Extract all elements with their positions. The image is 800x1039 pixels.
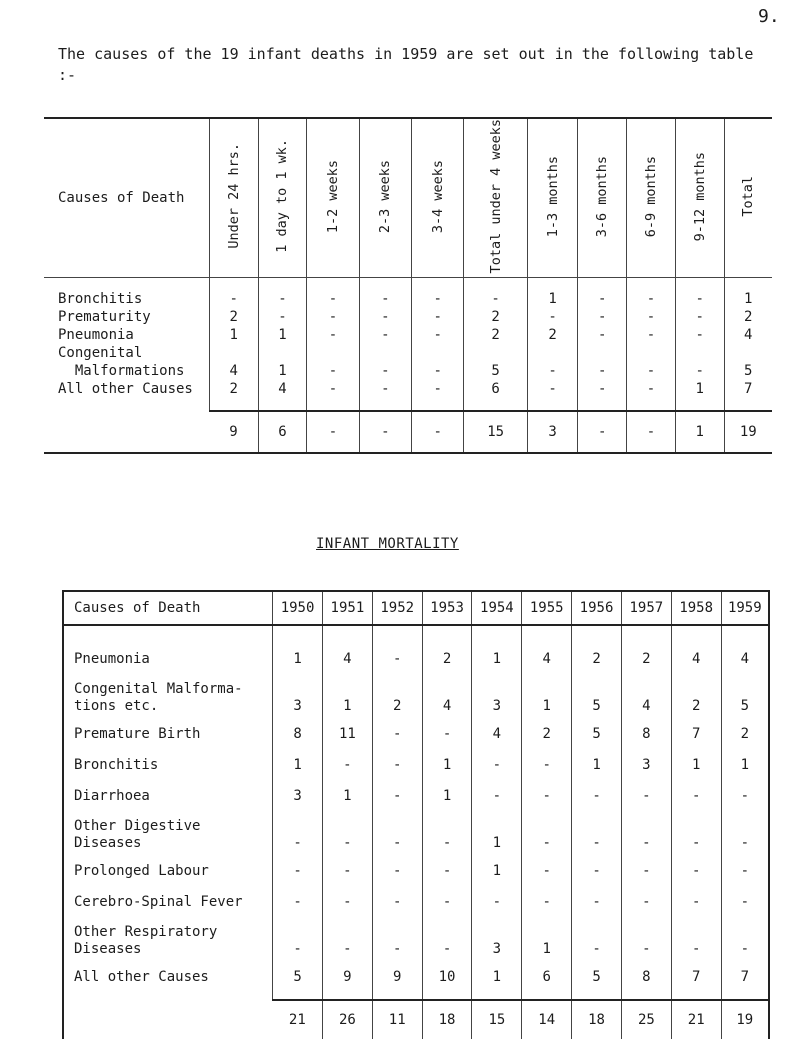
- table-body-row: [63, 625, 769, 1000]
- table-cell: 1: [278, 363, 287, 380]
- table-cell: 3: [293, 788, 302, 804]
- table-cell: -: [695, 327, 704, 344]
- table-cell: 2: [442, 651, 452, 667]
- table-cell: 1: [278, 327, 287, 344]
- table-cell: -: [328, 309, 338, 326]
- column-values: [528, 278, 578, 410]
- table-cell: -: [592, 894, 601, 910]
- table-cell: 1: [691, 757, 701, 773]
- table-cell: 3: [293, 698, 302, 714]
- table-cell: 2: [548, 327, 557, 344]
- column-header-year: 1958: [671, 591, 721, 625]
- table-cell: 4: [229, 363, 238, 380]
- year-column: [472, 625, 522, 1000]
- table-header-row: [44, 118, 772, 278]
- infant-mortality-table: [62, 590, 770, 1039]
- table-cell: -: [328, 363, 338, 380]
- column-values: [423, 626, 472, 999]
- table-cell: -: [381, 381, 390, 398]
- column-values: [273, 626, 322, 999]
- total-cell: 21: [671, 1000, 721, 1039]
- table-cell: -: [442, 863, 452, 879]
- table-cell: [578, 344, 626, 362]
- row-label: Other Respiratory Diseases: [74, 924, 218, 957]
- column-header: [724, 118, 772, 278]
- total-cell: -: [412, 411, 464, 453]
- table-cell: 4: [691, 651, 701, 667]
- table-cell: [360, 344, 411, 362]
- table-cell: -: [381, 309, 390, 326]
- table-cell: -: [740, 941, 750, 957]
- table-cell: -: [393, 863, 402, 879]
- column-header-year: 1957: [621, 591, 671, 625]
- table-cell: -: [293, 863, 302, 879]
- table-cell: 1: [492, 651, 502, 667]
- cause-labels: [58, 278, 209, 410]
- total-cell: 9: [209, 411, 258, 453]
- table-cell: -: [393, 651, 402, 667]
- column-header-year: 1959: [721, 591, 769, 625]
- table-cell: -: [343, 863, 352, 879]
- total-cell: 11: [372, 1000, 422, 1039]
- table-cell: -: [646, 309, 656, 326]
- table-cell: -: [393, 726, 402, 742]
- table-cell: -: [393, 941, 402, 957]
- table-cell: -: [278, 291, 287, 308]
- table-cell: [627, 344, 675, 362]
- column-values: [360, 278, 411, 410]
- table-cell: 2: [229, 309, 238, 326]
- table-cell: 1: [744, 291, 753, 308]
- row-label: Other Digestive Diseases: [74, 818, 201, 851]
- table-cell: 4: [740, 651, 750, 667]
- column-header-label: 1-3 months: [544, 155, 561, 237]
- table-cell: -: [597, 381, 607, 398]
- table-cell: [676, 344, 724, 362]
- table-cell: -: [740, 835, 750, 851]
- year-column: [621, 625, 671, 1000]
- table-cell: -: [542, 788, 551, 804]
- table-cell: -: [691, 941, 701, 957]
- table-cell: [528, 344, 578, 362]
- table-cell: -: [542, 894, 551, 910]
- table-cell: 2: [491, 309, 500, 326]
- table-cell: 5: [592, 698, 601, 714]
- row-label: Cerebro-Spinal Fever: [74, 894, 243, 910]
- table-cell: [725, 344, 772, 362]
- row-label: All other Causes: [74, 969, 209, 985]
- table-cell: -: [229, 291, 238, 308]
- total-cell: 25: [621, 1000, 671, 1039]
- table-cell: 6: [491, 381, 500, 398]
- table-cell: 5: [592, 969, 601, 985]
- intro-paragraph: The causes of the 19 infant deaths in 1959 are set out in the following table :-: [58, 45, 754, 84]
- column-values: [522, 626, 571, 999]
- table-cell: 1: [293, 757, 302, 773]
- total-cell: 18: [422, 1000, 472, 1039]
- table-cell: -: [442, 894, 452, 910]
- page-number: 9.: [758, 6, 780, 27]
- row-label: Diarrhoea: [74, 788, 150, 804]
- table-cell: 1: [492, 863, 502, 879]
- table-cell: -: [542, 835, 551, 851]
- column-header-label: 6-9 months: [642, 155, 659, 237]
- table-cell: -: [597, 363, 607, 380]
- table-cell: -: [592, 835, 601, 851]
- table-cell: -: [433, 291, 442, 308]
- table-cell: -: [293, 835, 302, 851]
- table-cell: [259, 344, 307, 362]
- table-cell: [464, 344, 526, 362]
- table-cell: 1: [542, 941, 551, 957]
- table-cell: 10: [438, 969, 456, 985]
- column-header-label: 3-6 months: [594, 155, 611, 237]
- table-cell: 1: [293, 651, 302, 667]
- table-cell: -: [343, 835, 352, 851]
- total-cell: 26: [322, 1000, 372, 1039]
- table-cell: 7: [740, 969, 750, 985]
- total-cell: 18: [572, 1000, 622, 1039]
- year-column: [273, 625, 323, 1000]
- year-column: [372, 625, 422, 1000]
- table-cell: -: [381, 327, 390, 344]
- total-cell: -: [578, 411, 627, 453]
- column-values: [307, 278, 358, 410]
- total-cell: 19: [721, 1000, 769, 1039]
- row-label: Prolonged Labour: [74, 863, 209, 879]
- row-label: Pneumonia: [58, 327, 134, 344]
- table-cell: -: [492, 788, 502, 804]
- column-header: [412, 118, 464, 278]
- table-cell: -: [393, 835, 402, 851]
- table-cell: 2: [691, 698, 701, 714]
- table-cell: 6: [542, 969, 551, 985]
- table-cell: -: [442, 941, 452, 957]
- table-cell: 1: [442, 757, 452, 773]
- table-cell: 2: [542, 726, 551, 742]
- column-header-label: Total: [740, 175, 757, 217]
- table-cell: 7: [744, 381, 753, 398]
- table-cell: -: [646, 291, 656, 308]
- column-header: [307, 118, 359, 278]
- table-cell: -: [433, 381, 442, 398]
- table-cell: -: [642, 863, 651, 879]
- table-cell: 2: [229, 381, 238, 398]
- table-cell: -: [328, 291, 338, 308]
- table-cell: 4: [492, 726, 502, 742]
- column-values: [725, 278, 772, 410]
- column-header: [578, 118, 627, 278]
- table-cell: 1: [548, 291, 557, 308]
- table-cell: 1: [492, 835, 502, 851]
- totals-row: [63, 1000, 769, 1039]
- column-header-label: 3-4 weeks: [429, 159, 446, 233]
- table-cell: -: [328, 327, 338, 344]
- table-cell: 2: [393, 698, 402, 714]
- table-cell: -: [740, 863, 750, 879]
- column-values: [722, 626, 768, 999]
- total-cell: 14: [522, 1000, 572, 1039]
- table-cell: 4: [642, 698, 651, 714]
- column-header: [464, 118, 527, 278]
- column-values: [412, 278, 463, 410]
- table-header-row: [63, 591, 769, 625]
- table-cell: -: [491, 291, 500, 308]
- table-cell: 3: [642, 757, 651, 773]
- table-cell: 4: [744, 327, 753, 344]
- table-cell: -: [548, 381, 557, 398]
- table-cell: 4: [442, 698, 452, 714]
- table-cell: -: [343, 941, 352, 957]
- total-cell: 6: [258, 411, 307, 453]
- table-cell: 3: [492, 698, 502, 714]
- column-values: [622, 626, 671, 999]
- table-cell: 3: [492, 941, 502, 957]
- row-label: Prematurity: [58, 309, 151, 326]
- table-cell: 1: [592, 757, 601, 773]
- table-cell: 8: [642, 969, 651, 985]
- row-label: Congenital: [58, 345, 143, 362]
- table-cell: -: [691, 863, 701, 879]
- total-cell: 15: [464, 411, 527, 453]
- column-header: [209, 118, 258, 278]
- table-cell: 1: [695, 381, 704, 398]
- total-cell: 21: [273, 1000, 323, 1039]
- column-values: [672, 626, 721, 999]
- table-cell: -: [740, 894, 750, 910]
- table-cell: -: [642, 788, 651, 804]
- table-cell: -: [597, 327, 607, 344]
- table-cell: 5: [491, 363, 500, 380]
- table-cell: -: [695, 291, 704, 308]
- table-cell: 1: [442, 788, 452, 804]
- infant-deaths-age-table: [44, 117, 772, 454]
- table-cell: -: [695, 309, 704, 326]
- table-cell: -: [646, 381, 656, 398]
- table-cell: -: [433, 363, 442, 380]
- total-cell: -: [307, 411, 359, 453]
- table-cell: -: [740, 788, 750, 804]
- column-values: [323, 626, 372, 999]
- table-cell: 2: [592, 651, 601, 667]
- cause-labels: [74, 626, 272, 999]
- table-cell: 1: [343, 788, 352, 804]
- table-cell: -: [328, 381, 338, 398]
- table-cell: -: [393, 788, 402, 804]
- row-label: Premature Birth: [74, 726, 201, 742]
- table-cell: 7: [691, 726, 701, 742]
- column-header-label: 2-3 weeks: [377, 159, 394, 233]
- column-header-label: Under 24 hrs.: [225, 143, 242, 250]
- column-header-year: 1950: [273, 591, 323, 625]
- table-cell: -: [442, 835, 452, 851]
- year-column: [522, 625, 572, 1000]
- table-cell: -: [393, 894, 402, 910]
- column-values: [259, 278, 307, 410]
- year-column: [671, 625, 721, 1000]
- table-cell: 4: [343, 651, 352, 667]
- column-header-year: 1956: [572, 591, 622, 625]
- table-cell: 1: [343, 698, 352, 714]
- total-cell: 1: [675, 411, 724, 453]
- table-cell: 5: [293, 969, 302, 985]
- year-column: [572, 625, 622, 1000]
- table-cell: -: [433, 327, 442, 344]
- column-header-year: 1951: [322, 591, 372, 625]
- table-cell: 11: [338, 726, 356, 742]
- table-cell: [307, 344, 358, 362]
- column-header-year: 1953: [422, 591, 472, 625]
- table-cell: -: [597, 291, 607, 308]
- table-cell: -: [646, 327, 656, 344]
- table-cell: -: [381, 291, 390, 308]
- table-cell: 4: [542, 651, 551, 667]
- table-cell: [412, 344, 463, 362]
- table-cell: 2: [491, 327, 500, 344]
- column-header-year: 1954: [472, 591, 522, 625]
- column-values: [627, 278, 675, 410]
- totals-row: [44, 411, 772, 453]
- table-cell: -: [278, 309, 287, 326]
- table-cell: 5: [592, 726, 601, 742]
- table-cell: -: [393, 757, 402, 773]
- row-label: Bronchitis: [58, 291, 143, 308]
- row-label: Congenital Malforma- tions etc.: [74, 681, 243, 714]
- table-cell: -: [642, 894, 651, 910]
- table-cell: -: [592, 863, 601, 879]
- column-values: [472, 626, 521, 999]
- table-cell: 1: [740, 757, 750, 773]
- column-values: [676, 278, 724, 410]
- table-cell: 2: [744, 309, 753, 326]
- table-cell: 2: [740, 726, 750, 742]
- table-cell: 8: [642, 726, 651, 742]
- column-header: [359, 118, 411, 278]
- total-cell: 15: [472, 1000, 522, 1039]
- total-cell: 19: [724, 411, 772, 453]
- total-cell: -: [359, 411, 411, 453]
- table-cell: -: [695, 363, 704, 380]
- column-header-label: 1-2 weeks: [325, 159, 342, 233]
- infant-mortality-title: INFANT MORTALITY: [316, 536, 459, 552]
- column-header-cause: Causes of Death: [44, 118, 209, 278]
- table-cell: -: [492, 757, 502, 773]
- table-cell: 9: [343, 969, 352, 985]
- table-cell: 2: [642, 651, 651, 667]
- table-cell: -: [343, 757, 352, 773]
- table-cell: 1: [542, 698, 551, 714]
- year-column: [721, 625, 769, 1000]
- column-header-label: 1 day to 1 wk.: [274, 139, 291, 254]
- table-cell: -: [691, 788, 701, 804]
- table-cell: -: [542, 757, 551, 773]
- row-label: Pneumonia: [74, 651, 150, 667]
- column-header: [675, 118, 724, 278]
- column-values: [572, 626, 621, 999]
- table-cell: -: [542, 863, 551, 879]
- table-cell: -: [642, 941, 651, 957]
- column-header-year: 1952: [372, 591, 422, 625]
- table-cell: -: [548, 363, 557, 380]
- table-cell: 1: [229, 327, 238, 344]
- column-header-label: 9-12 months: [691, 151, 708, 241]
- table-cell: -: [548, 309, 557, 326]
- column-values: [578, 278, 626, 410]
- table-cell: -: [646, 363, 656, 380]
- column-values: [464, 278, 526, 410]
- column-header: [527, 118, 578, 278]
- row-label: Malformations: [58, 363, 185, 380]
- table-cell: -: [433, 309, 442, 326]
- year-column: [422, 625, 472, 1000]
- table-cell: 5: [740, 698, 750, 714]
- table-cell: 4: [278, 381, 287, 398]
- table-cell: 8: [293, 726, 302, 742]
- year-column: [322, 625, 372, 1000]
- column-values: [210, 278, 258, 410]
- table-cell: -: [691, 835, 701, 851]
- table-cell: -: [381, 363, 390, 380]
- table-cell: -: [343, 894, 352, 910]
- table-cell: -: [597, 309, 607, 326]
- table-cell: 7: [691, 969, 701, 985]
- table-cell: -: [691, 894, 701, 910]
- column-header: [627, 118, 676, 278]
- table-cell: -: [642, 835, 651, 851]
- column-header-label: Total under 4 weeks: [487, 119, 504, 274]
- total-cell: -: [627, 411, 676, 453]
- table-cell: 1: [492, 969, 502, 985]
- column-header-cause: Causes of Death: [63, 591, 273, 625]
- row-label: Bronchitis: [74, 757, 159, 773]
- table-cell: -: [492, 894, 502, 910]
- table-cell: -: [442, 726, 452, 742]
- table-cell: -: [592, 941, 601, 957]
- table-cell: -: [293, 894, 302, 910]
- table-cell: [210, 344, 258, 362]
- column-header: [258, 118, 307, 278]
- table-cell: -: [592, 788, 601, 804]
- column-header-year: 1955: [522, 591, 572, 625]
- row-label: All other Causes: [58, 381, 193, 398]
- table-cell: 9: [393, 969, 402, 985]
- table-cell: 5: [744, 363, 753, 380]
- table-body-row: [44, 278, 772, 412]
- total-cell: 3: [527, 411, 578, 453]
- column-values: [373, 626, 422, 999]
- table-cell: -: [293, 941, 302, 957]
